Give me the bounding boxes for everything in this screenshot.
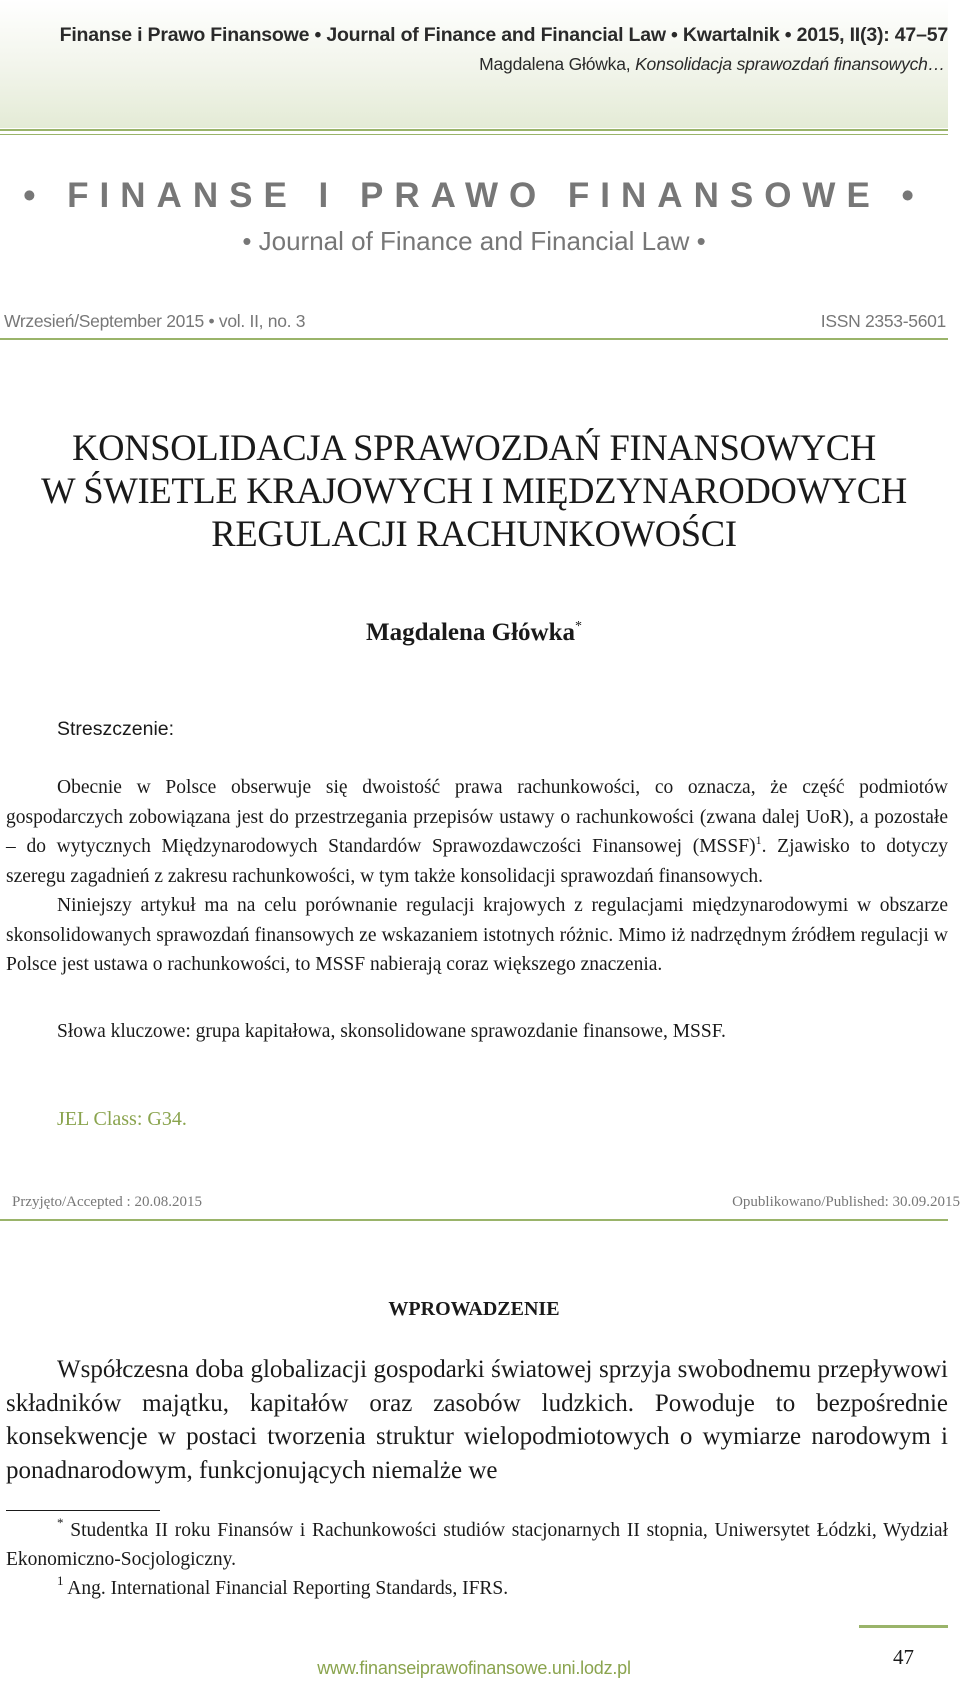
abstract-text: Obecnie w Polsce obserwuje się dwoistość prawa rachunkowości, co oznacza, że część podmiotów gospodarczych zobowiązana jest do przestrzegania przepisów ustawy o rachunkowości (zwana dalej UoR), a pozostałe – do wytycznych Międzynarodowych Standardów Sprawozdawczości Finansowej (MSSF) xyxy=(6,777,948,857)
keywords: Słowa kluczowe: grupa kapitałowa, skonsolidowane sprawozdanie finansowe, MSSF. xyxy=(57,1021,726,1042)
footnote-mark: 1 xyxy=(57,1573,64,1588)
footnote-ref: 1 xyxy=(755,833,762,847)
journal-url-link[interactable]: www.finanseiprawofinansowe.uni.lodz.pl xyxy=(317,1658,631,1678)
article-title-line: W ŚWIETLE KRAJOWYCH I MIĘDZYNARODOWYCH xyxy=(41,470,907,511)
article-title-line: REGULACJI RACHUNKOWOŚCI xyxy=(211,513,737,554)
section-heading: WPROWADZENIE xyxy=(388,1298,560,1320)
dates-rule xyxy=(0,1219,948,1221)
footnote-mark: * xyxy=(57,1515,64,1530)
header-rule xyxy=(0,129,948,131)
abstract-text: . Zjawisko to dotyczy szeregu zagadnień z zakresu rachunkowości, w tym także konsolidacji sprawozdań finansowych. xyxy=(6,836,948,887)
page-number: 47 xyxy=(893,1645,914,1669)
abstract-paragraph xyxy=(6,773,948,891)
running-header-title: Konsolidacja sprawozdań finansowych… xyxy=(635,54,945,74)
abstract xyxy=(6,773,948,980)
footnote-separator xyxy=(6,1510,160,1511)
running-header-author: Magdalena Główka, xyxy=(479,54,636,74)
article-title-line: KONSOLIDACJA SPRAWOZDAŃ FINANSOWYCH xyxy=(72,427,876,468)
article-title xyxy=(0,426,948,555)
footnotes xyxy=(6,1516,948,1603)
author-name xyxy=(0,619,948,647)
body-paragraph: Współczesna doba globalizacji gospodarki światowej sprzyja swobodnemu przepływowi składników majątku, kapitałów oraz zasobów ludzkich. Powoduje to bezpośrednie konsekwencje w postaci tworzenia struktur wielopodmiotowych o wymiarze narodowym i ponadnarodowym, funkcjonujących niemalże we xyxy=(6,1356,948,1484)
issue-rule xyxy=(0,338,948,340)
footnote-text: Studentka II roku Finansów i Rachunkowości studiów stacjonarnych II stopnia, Uniwersytet Łódzki, Wydział Ekonomiczno-Socjologiczny. xyxy=(6,1520,948,1570)
abstract-paragraph: Niniejszy artykuł ma na celu porównanie regulacji krajowych z regulacjami międzynarodowymi w obszarze skonsolidowanych sprawozdań finansowych ze wskazaniem istotnych różnic. Mimo iż nadrzędnym źródłem regulacji w Polsce jest ustawa o rachunkowości, to MSSF nabierają coraz większego znaczenia. xyxy=(6,895,948,975)
author-name-text: Magdalena Główka xyxy=(365,619,576,646)
footnote-text: Ang. International Financial Reporting Standards, IFRS. xyxy=(63,1578,509,1599)
abstract-label: Streszczenie: xyxy=(57,718,175,740)
footer-rule xyxy=(859,1625,948,1628)
issn: ISSN 2353-5601 xyxy=(820,311,946,331)
footnote xyxy=(6,1574,948,1603)
journal-subtitle: • Journal of Finance and Financial Law • xyxy=(242,226,706,256)
jel-classification: JEL Class: G34. xyxy=(57,1108,187,1130)
author-footnote-mark: * xyxy=(575,619,583,634)
running-header-article xyxy=(0,54,945,75)
journal-masthead: • FINANSE I PRAWO FINANSOWE • xyxy=(23,176,925,215)
header-rule-thin xyxy=(0,134,948,135)
published-date: Opublikowano/Published: 30.09.2015 xyxy=(732,1194,960,1210)
footnote xyxy=(6,1516,948,1574)
issue-info: Wrzesień/September 2015 • vol. II, no. 3 xyxy=(4,311,306,331)
accepted-date: Przyjęto/Accepted : 20.08.2015 xyxy=(12,1194,202,1210)
running-header-journal: Finanse i Prawo Finansowe • Journal of Finance and Financial Law • Kwartalnik • 2015, II(3): 47–57 xyxy=(59,24,948,46)
